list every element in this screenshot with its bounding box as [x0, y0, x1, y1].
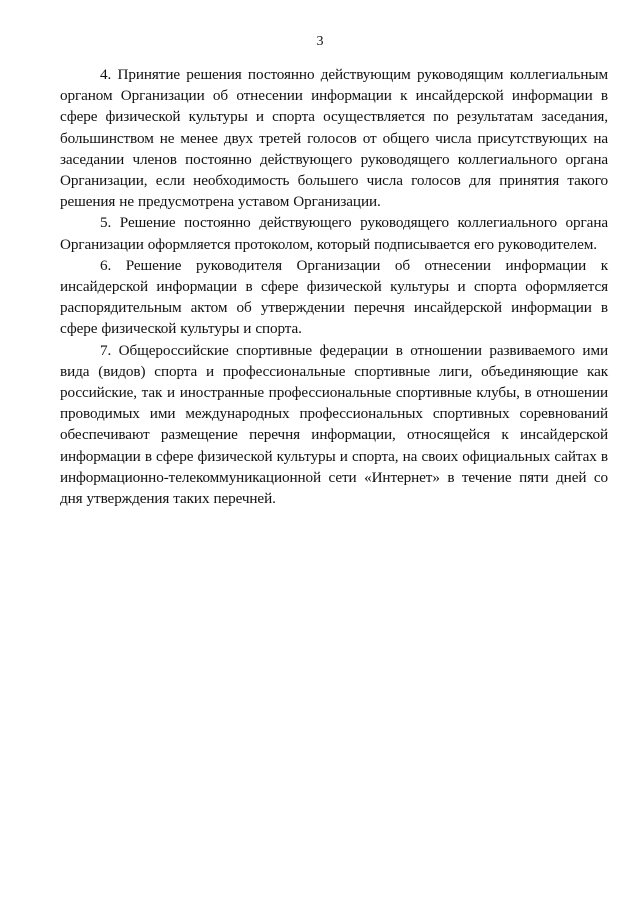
document-body: [60, 64, 608, 509]
paragraph-6: 6. Решение руководителя Организации об отнесении информации к инсайдерской информации в сфере физической культуры и спорта оформляется распорядительным актом об утверждении перечня инсайдерской информации в сфере физической культуры и спорта.: [60, 256, 608, 338]
paragraph-7: 7. Общероссийские спортивные федерации в отношении развиваемого ими вида (видов) спорта и профессиональные спортивные лиги, объединяющие как российские, так и иностранные профессиональные спортивные клубы, в отношении проводимых ими международных профессиональных спортивных соревнований обеспечивают размещение перечня информации, относящейся к инсайдерской информации в сфере физической культуры и спорта, на своих официальных сайтах в информационно-телекоммуникационной сети «Интернет» в течение пяти дней со дня утверждения таких перечней.: [60, 341, 608, 508]
paragraph-4: 4. Принятие решения постоянно действующим руководящим коллегиальным органом Организации об отнесении информации к инсайдерской информации в сфере физической культуры и спорта осуществляется по результатам заседания, большинством не менее двух третей голосов от общего числа присутствующих на заседании членов постоянно действующего руководящего коллегиального органа Организации, если необходимость большего числа голосов для принятия такого решения не предусмотрена уставом Организации.: [60, 66, 608, 211]
page-number: 3: [316, 34, 324, 49]
paragraph-5: 5. Решение постоянно действующего руководящего коллегиального органа Организации оформляется протоколом, который подписывается его руководителем.: [60, 214, 608, 253]
